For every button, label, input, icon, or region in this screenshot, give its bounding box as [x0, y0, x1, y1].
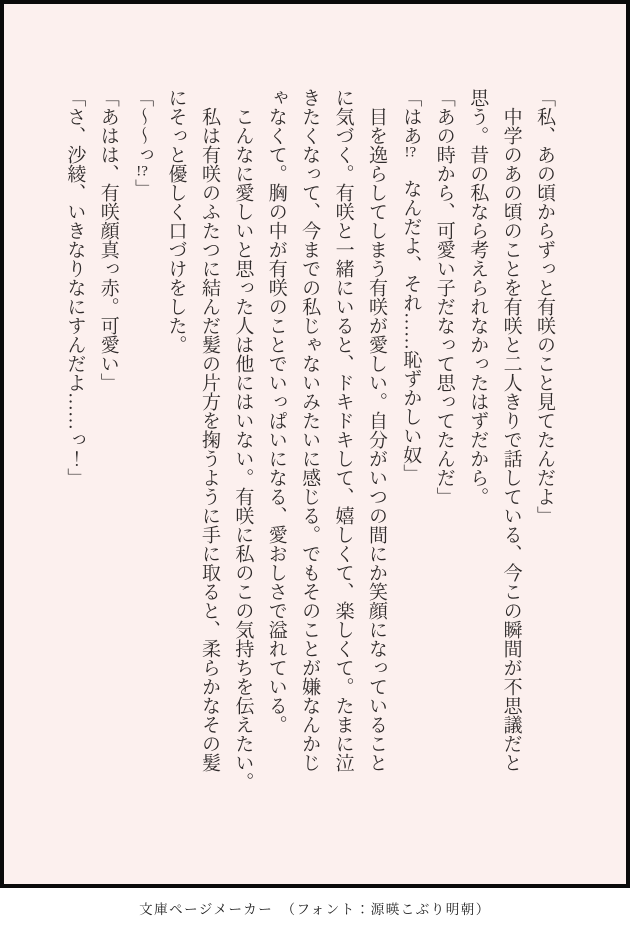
text-line: 「私、あの頃からずっと有咲のこと見てたんだよ」 [534, 88, 555, 525]
text-line: きたくなって、今までの私じゃないみたいに感じる。でもそのことが嫌なんかじ [299, 88, 321, 772]
text-line: 「あの時から、可愛い子だなって思ってたんだ」 [433, 88, 455, 506]
text-line: 「さ、沙綾、いきなりなにすんだよ……っ！」 [64, 88, 86, 487]
text-line: 思う。昔の私なら考えられなかったはずだから。 [467, 88, 489, 506]
text-line: ゃなくて。胸の中が有咲のことでいっぱいになる、愛おしさで溢れている。 [265, 88, 287, 734]
footer-bar [0, 888, 630, 928]
text-line: こんなに愛しいと思った人は他にはいない。有咲に私のこの気持ちを伝えたい。 [232, 88, 254, 791]
text-line: 「〜〜っ!?」 [132, 88, 154, 198]
footer-credit: 文庫ページメーカー （フォント：源暎こぶり明朝） [139, 902, 491, 917]
text-line: 「はあ!? なんだよ、それ……恥ずかしい奴」 [400, 88, 422, 483]
text-line: に気づく。有咲と一緒にいると、ドキドキして、嬉しくて、楽しくて。たまに泣 [332, 88, 354, 772]
tatechuyoko-exclamation-question: !? [136, 164, 148, 179]
text-line: 私は有咲のふたつに結んだ髪の片方を掬うように手に取ると、柔らかなその髪 [198, 88, 220, 772]
story-text-block [58, 88, 561, 802]
tatechuyoko-exclamation-question: !? [404, 145, 417, 160]
text-line: 「あはは、有咲顔真っ赤。可愛い」 [97, 88, 119, 392]
text-line: 中学のあの頃のことを有咲と二人きりで話している、今この瞬間が不思議だと [500, 88, 522, 772]
text-line: にそっと優しく口づけをした。 [165, 88, 187, 354]
text-line: 目を逸らしてしまう有咲が愛しい。自分がいつの間にか笑顔になっていること [365, 88, 387, 772]
